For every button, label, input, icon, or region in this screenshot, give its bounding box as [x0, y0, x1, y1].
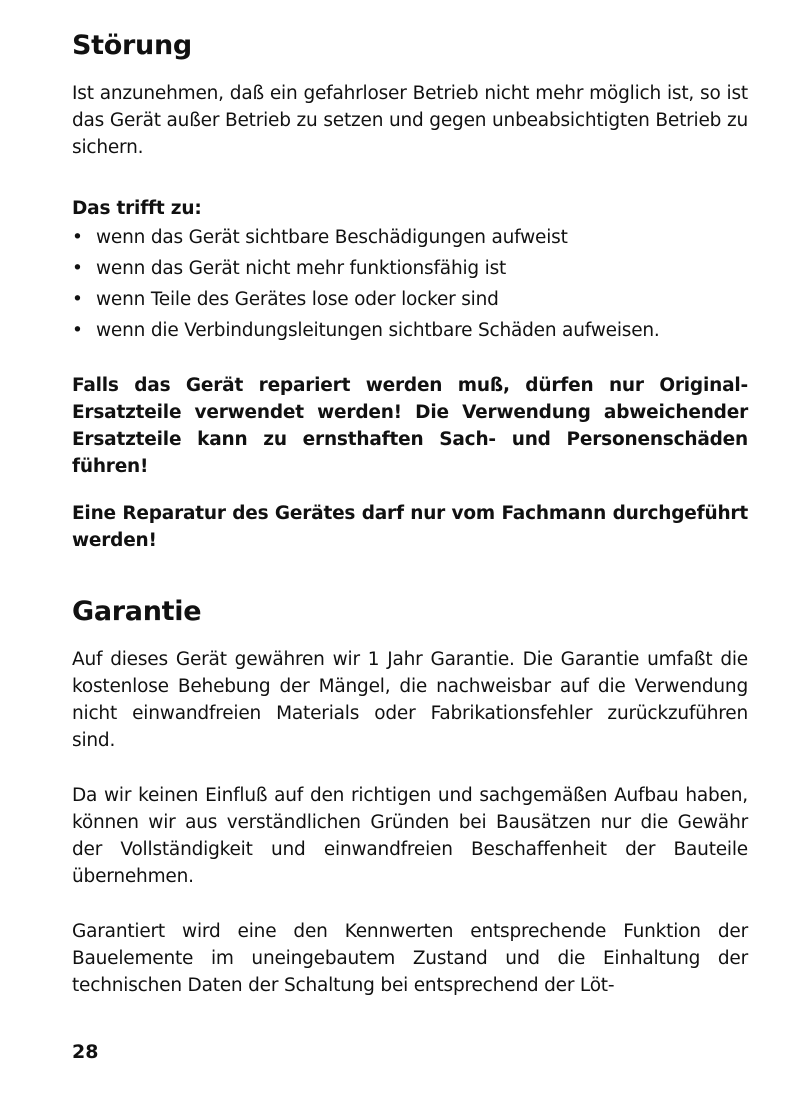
section-title-garantie: Garantie [72, 596, 202, 627]
page-number: 28 [72, 1041, 99, 1063]
list-item-text: wenn Teile des Gerätes lose oder locker sind [96, 289, 499, 310]
repair-warning: Eine Reparatur des Gerätes darf nur vom Fachmann durchgeführt werden! [72, 503, 748, 551]
list-heading: Das trifft zu: [72, 198, 202, 219]
list-item [72, 253, 748, 284]
section-title-stoerung: Störung [72, 30, 192, 61]
stoerung-intro-paragraph: Ist anzunehmen, daß ein gefahrloser Betrieb nicht mehr möglich ist, so ist das Gerät außer Betrieb zu setzen und gegen unbeabsichtigten Betrieb zu sichern. [72, 83, 748, 158]
list-item [72, 284, 748, 315]
list-item-text: wenn das Gerät nicht mehr funktionsfähig ist [96, 258, 507, 279]
list-item [72, 315, 748, 346]
list-item-text: wenn das Gerät sichtbare Beschädigungen aufweist [96, 227, 568, 248]
bullet-icon: • [72, 227, 83, 248]
spare-parts-warning: Falls das Gerät repariert werden muß, dürfen nur Original-Ersatzteile verwendet werden! Die Verwendung abweichender Ersatzteile kann zu ernsthaften Sach- und Personenschäden führen! [72, 375, 748, 477]
condition-list [72, 222, 748, 346]
warranty-paragraph-1: Auf dieses Gerät gewähren wir 1 Jahr Garantie. Die Garantie umfaßt die kostenlose Behebung der Mängel, die nachweisbar auf die Verwendung nicht einwandfreien Materials oder Fabrikationsfehler zurückzuführen sind. [72, 649, 748, 751]
warranty-paragraph-3: Garantiert wird eine den Kennwerten entsprechende Funktion der Bauelemente im uneingebautem Zustand und die Einhaltung der technischen Daten der Schaltung bei entsprechend der Löt- [72, 921, 748, 996]
list-item [72, 222, 748, 253]
bullet-icon: • [72, 320, 83, 341]
bullet-icon: • [72, 289, 83, 310]
bullet-icon: • [72, 258, 83, 279]
warranty-paragraph-2: Da wir keinen Einfluß auf den richtigen und sachgemäßen Aufbau haben, können wir aus verständlichen Gründen bei Bausätzen nur die Gewähr der Vollständigkeit und einwandfreien Beschaffenheit der Bauteile übernehmen. [72, 785, 748, 887]
document-page [72, 28, 748, 999]
list-item-text: wenn die Verbindungsleitungen sichtbare Schäden aufweisen. [96, 320, 660, 341]
